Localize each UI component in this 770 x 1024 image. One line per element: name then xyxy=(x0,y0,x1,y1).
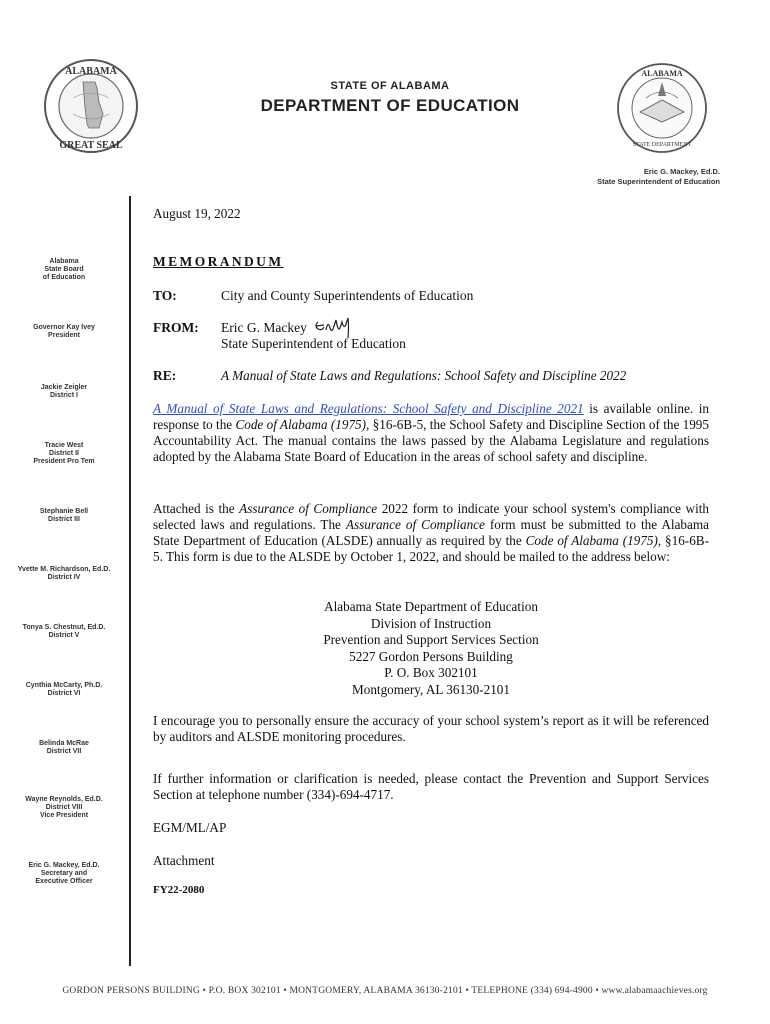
board-member-zeigler xyxy=(0,384,128,400)
board-line: Executive Officer xyxy=(35,878,93,885)
board-member-richardson xyxy=(0,566,128,582)
footer-address: GORDON PERSONS BUILDING • P.O. BOX 302101 • MONTGOMERY, ALABAMA 36130-2101 • TELEPHONE (334) 694-4900 • www.alabamaachieves.org xyxy=(62,986,708,996)
board-member-reynolds xyxy=(0,796,128,820)
board-member-chestnut xyxy=(0,624,128,640)
paragraph-assurance-of-compliance: Attached is the Assurance of Compliance 2022 form to indicate your school system's compliance with selected laws and regulations. The Assurance of Compliance form must be submitted to the Alabama State Department of Education (ALSDE) annually as required by the Code of Alabama (1975), §16-6B-5. This form is due to the ALSDE by October 1, 2022, and should be mailed to the address below: xyxy=(153,501,709,564)
initials: EGM/ML/AP xyxy=(153,820,227,835)
board-member-mackey xyxy=(0,862,128,886)
memo-title: MEMORANDUM xyxy=(153,254,284,269)
board-line: Wayne Reynolds, Ed.D. xyxy=(25,796,103,803)
paragraph-accuracy: I encourage you to personally ensure the accuracy of your school system’s report as it will be referenced by auditors and ALSDE monitoring procedures. xyxy=(153,713,709,744)
board-line: Tracie West xyxy=(44,442,84,449)
board-line: President Pro Tem xyxy=(33,458,95,465)
from-name: Eric G. Mackey xyxy=(221,320,307,335)
board-line: Cynthia McCarty, Ph.D. xyxy=(25,682,103,689)
board-member-bell xyxy=(0,508,128,524)
memo-date: August 19, 2022 xyxy=(153,206,241,221)
paragraph-contact: If further information or clarification is needed, please contact the Prevention and Support Services Section at telephone number (334)-694-4717. xyxy=(153,771,709,802)
to-label: TO: xyxy=(153,288,177,303)
board-line: Jackie Zeigler xyxy=(40,384,88,391)
board-member-west xyxy=(0,442,128,466)
board-line: District II xyxy=(49,450,79,457)
board-line: Stephanie Bell xyxy=(39,508,89,515)
re-value: A Manual of State Laws and Regulations: School Safety and Discipline 2022 xyxy=(221,368,627,383)
svg-text:ALABAMA: ALABAMA xyxy=(641,69,683,78)
re-label: RE: xyxy=(153,368,177,383)
address-line: 5227 Gordon Persons Building xyxy=(349,648,513,664)
mailing-address-block xyxy=(153,599,709,698)
from-label: FROM: xyxy=(153,320,199,335)
board-line: District VIII xyxy=(45,804,83,811)
board-line: of Education xyxy=(42,274,86,281)
board-line: President xyxy=(48,332,80,339)
address-line: Alabama State Department of Education xyxy=(324,599,538,614)
board-header xyxy=(0,258,128,282)
board-member-mccarty xyxy=(0,682,128,698)
board-line: Secretary and xyxy=(40,870,88,877)
address-line: Montgomery, AL 36130-2101 xyxy=(352,681,510,697)
to-value: City and County Superintendents of Education xyxy=(221,288,474,303)
board-member-ivey xyxy=(0,324,128,340)
board-line: District V xyxy=(48,632,80,639)
board-member-mcrae xyxy=(0,740,128,756)
board-line: District III xyxy=(48,516,80,523)
board-line: Tonya S. Chestnut, Ed.D. xyxy=(22,624,106,631)
document-number: FY22-2080 xyxy=(153,884,205,896)
board-line: Vice President xyxy=(39,812,89,819)
alabama-great-seal xyxy=(43,58,139,154)
manual-2021-link[interactable]: A Manual of State Laws and Regulations: School Safety and Discipline 2021 xyxy=(153,401,584,416)
state-of-alabama-heading: STATE OF ALABAMA xyxy=(330,80,450,92)
department-of-education-heading: DEPARTMENT OF EDUCATION xyxy=(260,96,520,115)
left-divider-line xyxy=(129,196,131,966)
board-line: State Board xyxy=(44,266,84,273)
attachment-label: Attachment xyxy=(153,853,215,868)
board-line: Yvette M. Richardson, Ed.D. xyxy=(17,566,111,573)
address-line: P. O. Box 302101 xyxy=(384,665,478,680)
board-line: Governor Kay Ivey xyxy=(33,324,95,331)
superintendent-title: State Superintendent of Education xyxy=(597,177,720,186)
superintendent-name: Eric G. Mackey, Ed.D. xyxy=(643,167,720,176)
svg-text:STATE DEPARTMENT: STATE DEPARTMENT xyxy=(632,142,692,148)
board-line: District VI xyxy=(47,690,81,697)
address-line: Division of Instruction xyxy=(370,615,492,631)
department-seal xyxy=(616,62,708,154)
paragraph-manual-availability: A Manual of State Laws and Regulations: School Safety and Discipline 2021 is available online. in response to the Code of Alabama (1975), §16-6B-5, the School Safety and Discipline Section of the 1995 Accountability Act. The manual contains the laws passed by the Alabama Legislature and regulations adopted by the Alabama State Board of Education in the areas of school safety and discipline. xyxy=(153,401,709,464)
board-line: Alabama xyxy=(49,258,79,265)
svg-text:ALABAMA: ALABAMA xyxy=(65,66,117,77)
board-line: Belinda McRae xyxy=(39,740,89,747)
board-line: Eric G. Mackey, Ed.D. xyxy=(28,862,100,869)
from-title: State Superintendent of Education xyxy=(221,336,406,351)
board-line: District VII xyxy=(46,748,82,755)
address-line: Prevention and Support Services Section xyxy=(323,632,539,647)
board-line: District IV xyxy=(47,574,81,581)
board-line: District I xyxy=(49,392,78,399)
svg-text:GREAT SEAL: GREAT SEAL xyxy=(59,140,123,151)
